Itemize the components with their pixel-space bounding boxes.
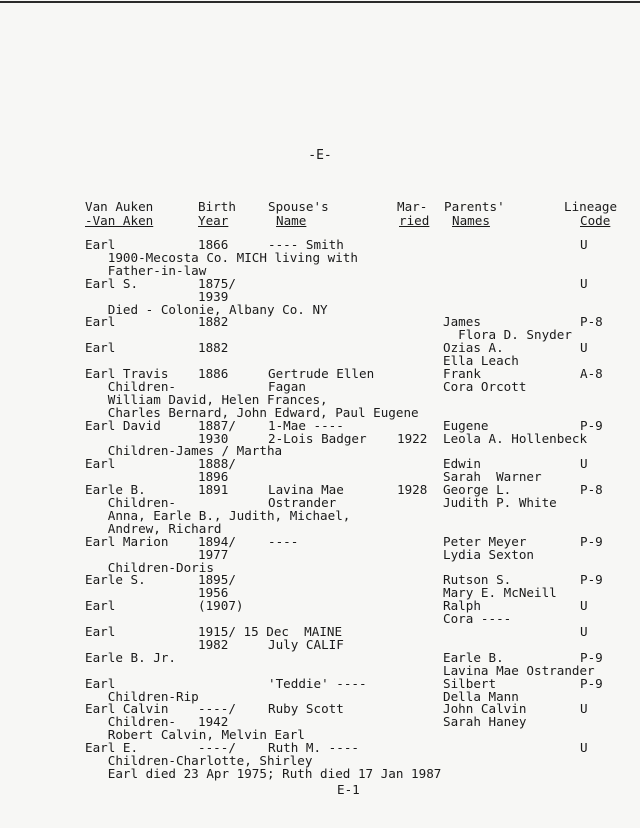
entry-parents: Sarah Haney — [443, 714, 527, 730]
header-birth-line1: Birth — [198, 199, 236, 214]
entry-birth-year: 1942 — [198, 714, 229, 730]
entry-name: Earl Marion — [85, 533, 169, 549]
entry-married: 1928 — [397, 482, 428, 498]
page-footer: E-1 — [337, 782, 360, 797]
entry-spouse: Ruby Scott — [268, 701, 344, 717]
entry-spouse: Ruth M. ---- — [268, 740, 359, 756]
entry-birth-year: ----/ — [198, 740, 236, 756]
entry-spouse: Gertrude Ellen — [268, 366, 375, 381]
entry-name: Earl — [85, 340, 116, 356]
entry-name: 1900-Mecosta Co. MICH living with — [85, 249, 358, 265]
entry-name: Earl E. — [85, 740, 139, 756]
entry-parents: Silbert — [443, 675, 497, 691]
entry-name: Earle B. — [85, 482, 146, 498]
entry-parents: Mary E. McNeill — [443, 585, 557, 601]
entry-name: Earl — [85, 456, 116, 472]
header-parents-line2: Names — [452, 212, 490, 228]
entry-parents: Cora Orcott — [443, 378, 527, 394]
entry-name: Earl — [85, 675, 116, 691]
entry-birth-year: 1886 — [198, 366, 229, 381]
header-name — [85, 200, 153, 227]
entry-name: Charles Bernard, John Edward, Paul Eugene — [85, 404, 419, 420]
entry-birth-year: 1915/ 15 Dec MAINE — [198, 624, 343, 639]
entry-birth-year: 1939 — [198, 288, 229, 304]
entry-name: Children-Rip — [85, 688, 199, 704]
entry-birth-year: 1894/ — [198, 533, 236, 549]
entry-parents: Rutson S. — [443, 572, 512, 588]
entry-name: Earl Calvin — [85, 701, 169, 717]
entry-birth-year: 1887/ — [198, 417, 236, 433]
entry-parents: James — [443, 314, 481, 330]
entry-lineage-code: P-9 — [580, 572, 603, 588]
entry-birth-year: ----/ — [198, 701, 236, 717]
entry-name: Anna, Earle B., Judith, Michael, — [85, 507, 351, 523]
entry-spouse: 2-Lois Badger — [268, 430, 367, 446]
entry-name: Children-Charlotte, Shirley — [85, 753, 313, 768]
header-name-line1: Van Auken — [85, 199, 154, 214]
entry-lineage-code: U — [580, 275, 588, 291]
entry-name: Robert Calvin, Melvin Earl — [85, 727, 305, 743]
entry-name: Earl — [85, 598, 116, 614]
entry-spouse: Fagan — [268, 378, 306, 394]
entry-parents: Earle B. — [443, 649, 504, 665]
entry-lineage-code: U — [580, 237, 588, 252]
entry-parents: George L. — [443, 482, 512, 498]
entry-parents: Judith P. White — [443, 495, 557, 510]
entry-parents: Leola A. Hollenbeck — [443, 430, 588, 446]
entry-name: Earl Travis — [85, 366, 169, 381]
entry-birth-year: 1882 — [198, 340, 229, 356]
header-lineage — [564, 200, 617, 227]
entry-birth-year: 1956 — [198, 585, 229, 601]
entry-parents: Sarah Warner — [443, 469, 542, 485]
entry-married: 1922 — [397, 430, 428, 446]
entry-parents: Flora D. Snyder — [443, 327, 572, 343]
entry-parents: Lydia Sexton — [443, 546, 534, 562]
entry-parents: John Calvin — [443, 701, 527, 717]
header-birth-year — [198, 200, 236, 227]
entry-name: Earl David — [85, 417, 161, 433]
header-married — [397, 200, 429, 227]
entry-spouse: ---- Smith — [268, 237, 344, 252]
header-lineage-line2: Code — [580, 212, 611, 228]
entry-parents: Edwin — [443, 456, 481, 472]
entry-lineage-code: U — [580, 624, 588, 639]
entry-name: Earl — [85, 624, 116, 639]
header-parents — [444, 200, 505, 227]
entry-lineage-code: P-8 — [580, 314, 603, 330]
entry-lineage-code: P-9 — [580, 417, 603, 433]
entry-name: Father-in-law — [85, 262, 207, 278]
entry-lineage-code: U — [580, 701, 588, 717]
entry-lineage-code: P-9 — [580, 675, 603, 691]
entry-name: Children- — [85, 378, 176, 394]
entry-name: Earl S. — [85, 275, 139, 291]
entry-spouse: ---- — [268, 533, 299, 549]
entry-birth-year: 1896 — [198, 469, 229, 485]
entry-birth-year: (1907) — [198, 598, 244, 614]
header-parents-line1: Parents' — [444, 199, 505, 214]
header-lineage-line1: Lineage — [564, 199, 618, 214]
entry-birth-year: 1866 — [198, 237, 229, 252]
header-married-line2: ried — [399, 212, 430, 228]
header-married-line1: Mar- — [397, 199, 428, 214]
entry-spouse: July CALIF — [268, 636, 344, 652]
entry-spouse: Lavina Mae — [268, 482, 344, 498]
entry-birth-year: 1891 — [198, 482, 229, 498]
entry-name: Earle S. — [85, 572, 146, 588]
entry-birth-year: 1888/ — [198, 456, 236, 472]
page-title: -E- — [308, 148, 332, 163]
header-spouse — [268, 200, 329, 227]
entry-spouse: Ostrander — [268, 495, 337, 510]
entry-spouse: 'Teddie' ---- — [268, 675, 367, 691]
header-spouse-line2: Name — [276, 212, 307, 228]
entry-name: Earle B. Jr. — [85, 649, 176, 665]
entry-name: Died - Colonie, Albany Co. NY — [85, 301, 328, 317]
entry-lineage-code: U — [580, 740, 588, 756]
entry-spouse: 1-Mae ---- — [268, 417, 344, 433]
entry-name: William David, Helen Frances, — [85, 391, 328, 407]
entry-parents: Cora ---- — [443, 611, 512, 627]
entry-parents: Peter Meyer — [443, 533, 527, 549]
entry-birth-year: 1977 — [198, 546, 229, 562]
entry-lineage-code: P-9 — [580, 533, 603, 549]
header-birth-line2: Year — [198, 212, 229, 228]
entry-name: Children- — [85, 495, 176, 510]
entry-birth-year: 1882 — [198, 314, 229, 330]
entry-name: Children- — [85, 714, 176, 730]
entry-name: Earl — [85, 237, 116, 252]
entry-parents: Frank — [443, 366, 481, 381]
entry-parents: Ella Leach — [443, 353, 519, 369]
header-name-line2: -Van Aken — [85, 212, 154, 228]
entry-name: Earl died 23 Apr 1975; Ruth died 17 Jan 1987 — [85, 765, 442, 781]
entry-lineage-code: P-9 — [580, 649, 603, 665]
entry-birth-year: 1875/ — [198, 275, 236, 291]
entry-birth-year: 1930 — [198, 430, 229, 446]
entry-parents: Lavina Mae Ostrander — [443, 662, 595, 678]
top-rule — [0, 1, 640, 3]
entry-name: Children-James / Martha — [85, 443, 283, 459]
entry-parents: Eugene — [443, 417, 489, 433]
entry-lineage-code: U — [580, 456, 588, 472]
header-spouse-line1: Spouse's — [268, 199, 329, 214]
entry-parents: Ralph — [443, 598, 481, 614]
column-header — [0, 200, 640, 230]
entry-name: Children-Doris — [85, 559, 214, 575]
entry-name: Andrew, Richard — [85, 520, 222, 536]
entry-lineage-code: U — [580, 340, 588, 356]
entry-birth-year: 1982 — [198, 636, 229, 652]
entry-name: Earl — [85, 314, 116, 330]
entry-parents: Ozias A. — [443, 340, 504, 356]
entry-lineage-code: A-8 — [580, 366, 603, 381]
entry-lineage-code: P-8 — [580, 482, 603, 498]
entry-birth-year: 1895/ — [198, 572, 236, 588]
entry-lineage-code: U — [580, 598, 588, 614]
entry-parents: Della Mann — [443, 688, 519, 704]
